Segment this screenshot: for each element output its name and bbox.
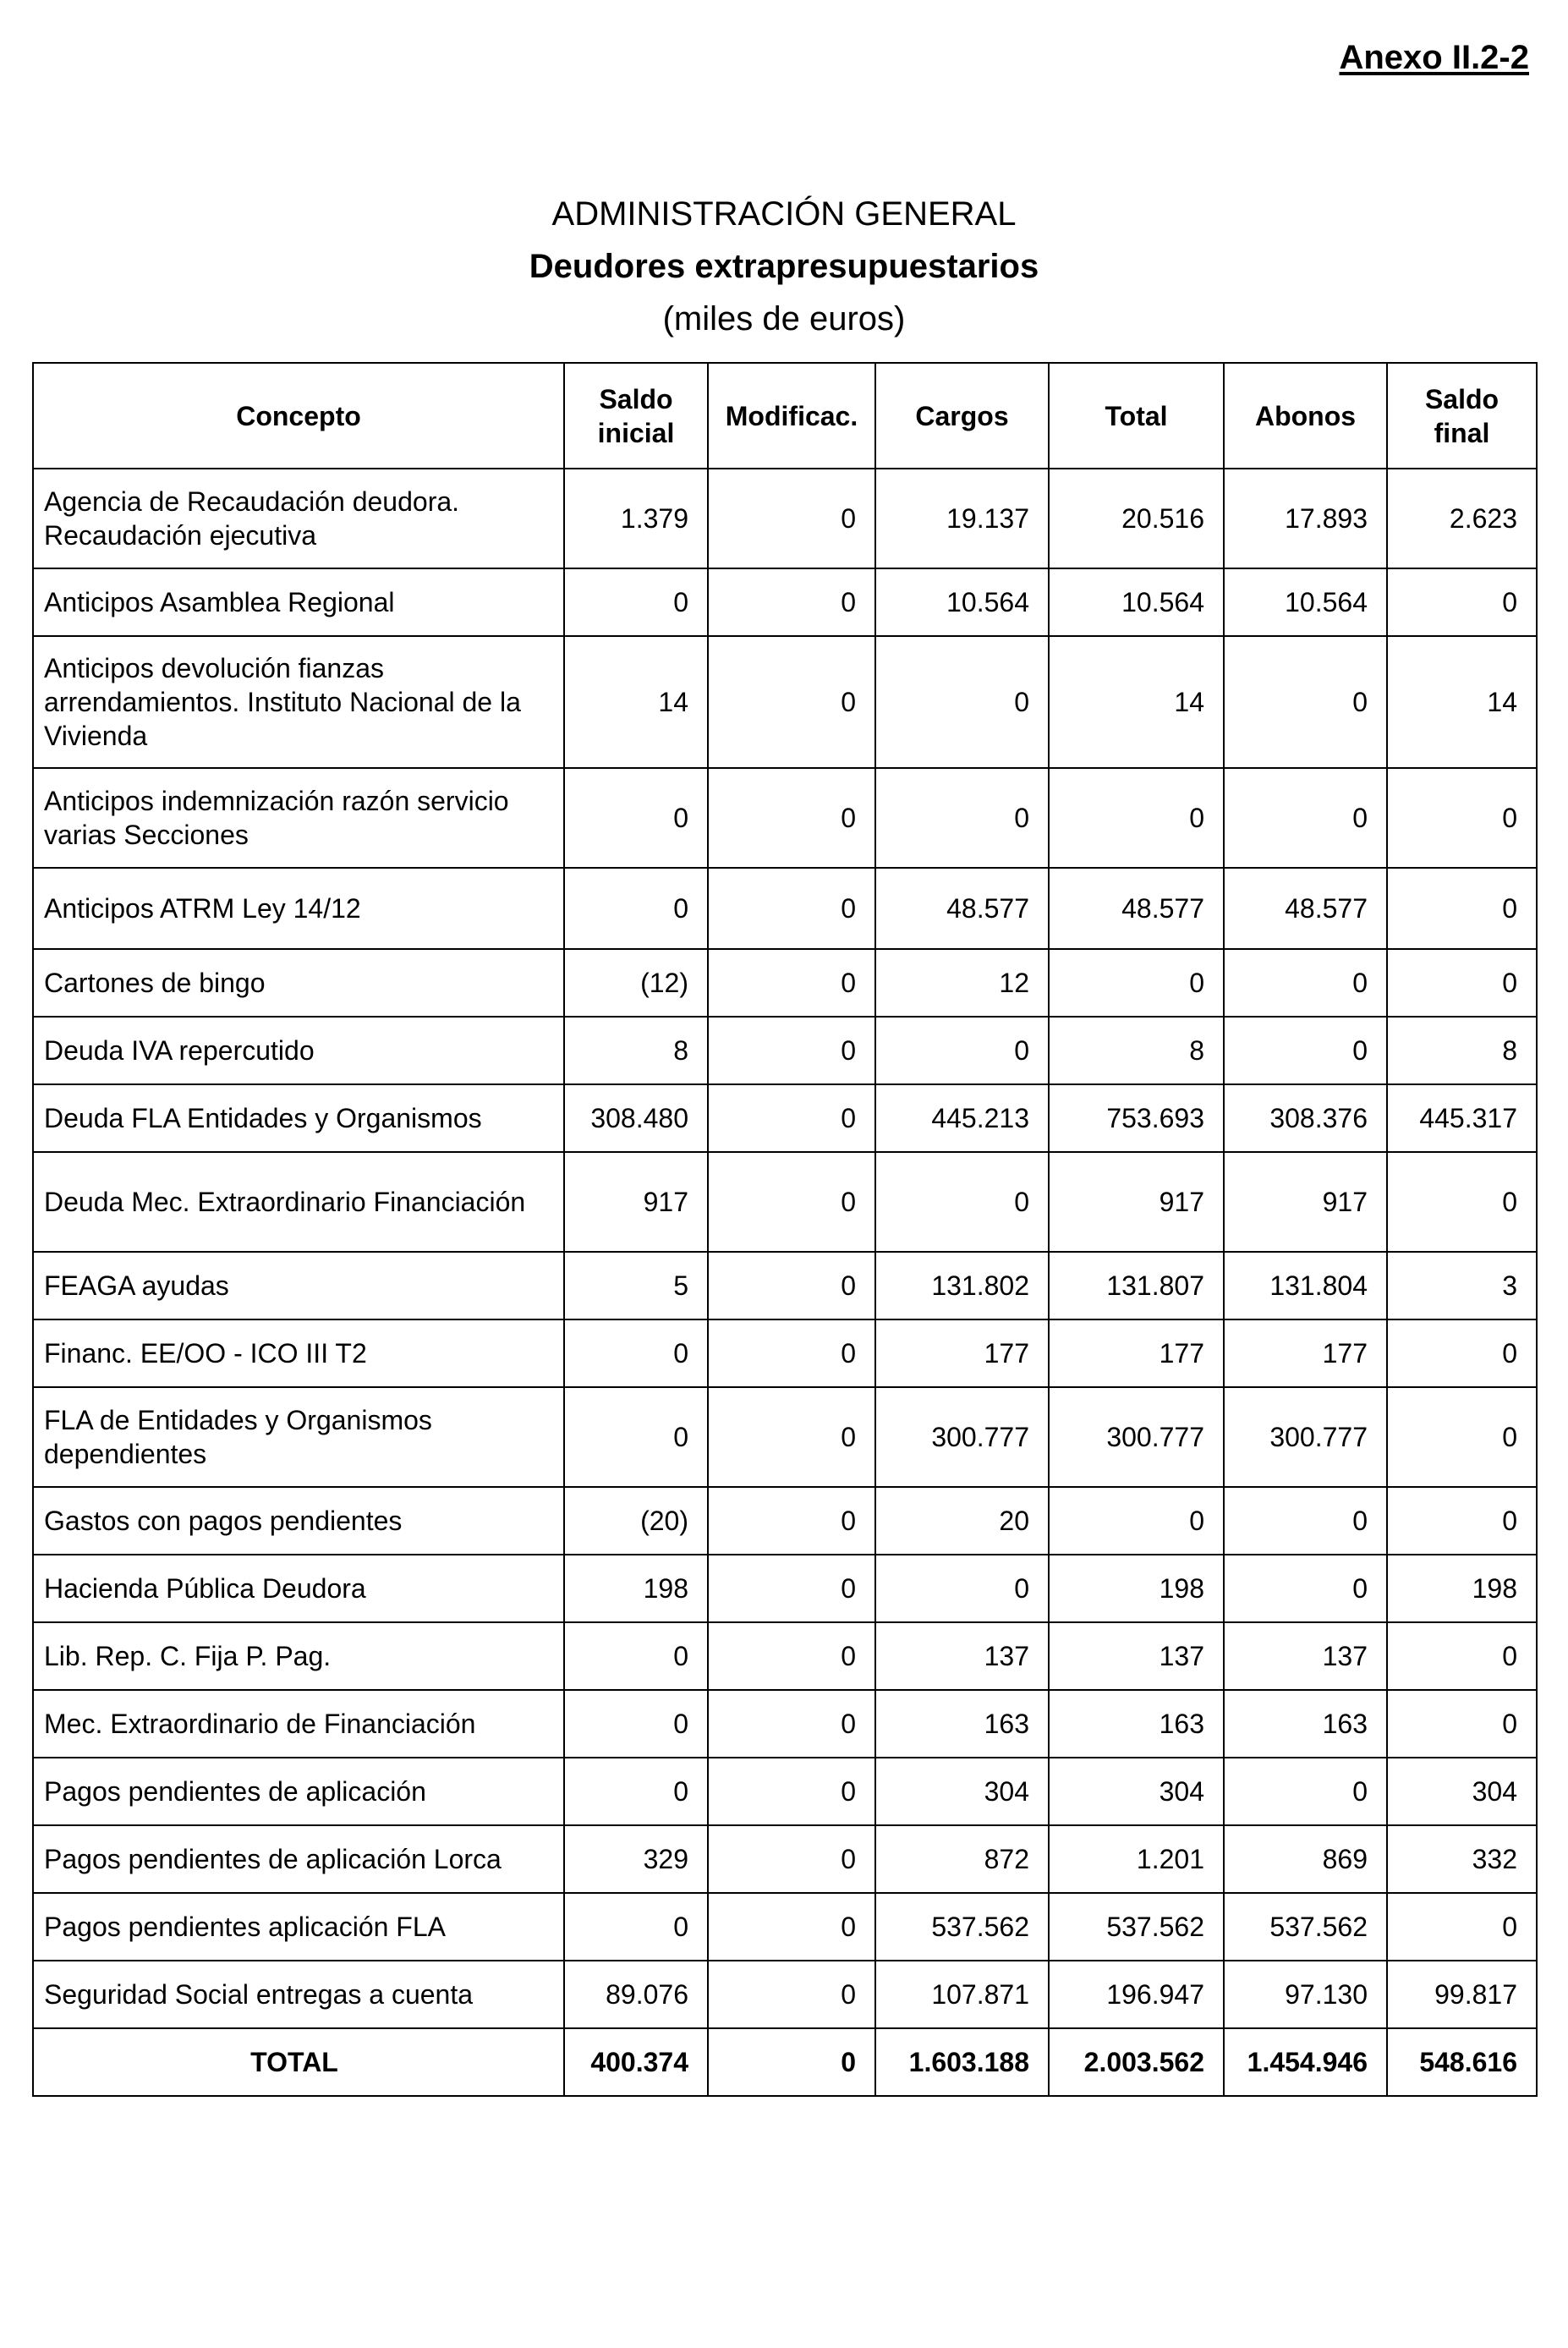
cell-abonos: 0	[1224, 636, 1387, 768]
header-concepto: Concepto	[33, 363, 564, 469]
cell-cargos: 304	[875, 1758, 1049, 1825]
cell-abonos: 308.376	[1224, 1084, 1387, 1152]
cell-cargos: 137	[875, 1622, 1049, 1690]
cell-abonos: 97.130	[1224, 1961, 1387, 2028]
cell-concepto: Pagos pendientes de aplicación	[33, 1758, 564, 1825]
table-row	[33, 1252, 1537, 1319]
cell-concepto: Financ. EE/OO - ICO III T2	[33, 1319, 564, 1387]
cell-total: 1.201	[1049, 1825, 1224, 1893]
header-row	[33, 363, 1537, 469]
cell-saldo-final: 8	[1387, 1017, 1537, 1084]
total-abonos: 1.454.946	[1224, 2028, 1387, 2096]
cell-concepto: Lib. Rep. C. Fija P. Pag.	[33, 1622, 564, 1690]
total-row	[33, 2028, 1537, 2096]
cell-saldo-inicial: 0	[564, 1758, 708, 1825]
header-saldo-inicial-line1: Saldo	[599, 383, 673, 414]
cell-abonos: 300.777	[1224, 1387, 1387, 1487]
cell-saldo-final: 198	[1387, 1555, 1537, 1622]
cell-modificac: 0	[708, 768, 875, 868]
cell-modificac: 0	[708, 949, 875, 1017]
cell-saldo-inicial: 308.480	[564, 1084, 708, 1152]
cell-cargos: 0	[875, 768, 1049, 868]
debtors-table	[32, 362, 1538, 2097]
cell-concepto: Deuda FLA Entidades y Organismos	[33, 1084, 564, 1152]
cell-saldo-inicial: 917	[564, 1152, 708, 1252]
cell-total: 196.947	[1049, 1961, 1224, 2028]
cell-saldo-final: 445.317	[1387, 1084, 1537, 1152]
cell-total: 131.807	[1049, 1252, 1224, 1319]
cell-total: 48.577	[1049, 868, 1224, 949]
header-total: Total	[1049, 363, 1224, 469]
table-row	[33, 868, 1537, 949]
cell-saldo-final: 0	[1387, 868, 1537, 949]
table-row	[33, 1758, 1537, 1825]
cell-saldo-inicial: (20)	[564, 1487, 708, 1555]
cell-saldo-final: 0	[1387, 1487, 1537, 1555]
cell-concepto: Mec. Extraordinario de Financiación	[33, 1690, 564, 1758]
cell-cargos: 537.562	[875, 1893, 1049, 1961]
cell-total: 20.516	[1049, 469, 1224, 568]
cell-saldo-final: 0	[1387, 568, 1537, 636]
cell-modificac: 0	[708, 469, 875, 568]
cell-modificac: 0	[708, 1758, 875, 1825]
cell-cargos: 300.777	[875, 1387, 1049, 1487]
cell-saldo-inicial: 14	[564, 636, 708, 768]
header-saldo-inicial	[564, 363, 708, 469]
cell-concepto: Anticipos ATRM Ley 14/12	[33, 868, 564, 949]
cell-modificac: 0	[708, 1622, 875, 1690]
cell-saldo-inicial: 0	[564, 1319, 708, 1387]
cell-concepto: Pagos pendientes de aplicación Lorca	[33, 1825, 564, 1893]
total-cargos: 1.603.188	[875, 2028, 1049, 2096]
cell-saldo-inicial: 0	[564, 568, 708, 636]
cell-cargos: 177	[875, 1319, 1049, 1387]
cell-saldo-final: 3	[1387, 1252, 1537, 1319]
cell-concepto: Cartones de bingo	[33, 949, 564, 1017]
cell-saldo-final: 0	[1387, 1622, 1537, 1690]
cell-abonos: 0	[1224, 949, 1387, 1017]
table-row	[33, 568, 1537, 636]
header-saldo-inicial-line2: inicial	[597, 417, 675, 448]
cell-abonos: 163	[1224, 1690, 1387, 1758]
document-title: ADMINISTRACIÓN GENERAL	[551, 195, 1017, 233]
cell-abonos: 537.562	[1224, 1893, 1387, 1961]
table-row	[33, 1893, 1537, 1961]
cell-modificac: 0	[708, 1319, 875, 1387]
table-row	[33, 1017, 1537, 1084]
header-modificac: Modificac.	[708, 363, 875, 469]
table-row	[33, 1487, 1537, 1555]
table-row	[33, 1387, 1537, 1487]
cell-saldo-final: 14	[1387, 636, 1537, 768]
cell-abonos: 177	[1224, 1319, 1387, 1387]
cell-total: 300.777	[1049, 1387, 1224, 1487]
table-row	[33, 949, 1537, 1017]
cell-total: 753.693	[1049, 1084, 1224, 1152]
cell-cargos: 872	[875, 1825, 1049, 1893]
cell-saldo-inicial: 5	[564, 1252, 708, 1319]
table-row	[33, 1555, 1537, 1622]
cell-saldo-final: 0	[1387, 1387, 1537, 1487]
cell-saldo-inicial: 0	[564, 1387, 708, 1487]
cell-abonos: 131.804	[1224, 1252, 1387, 1319]
cell-cargos: 131.802	[875, 1252, 1049, 1319]
cell-concepto: FEAGA ayudas	[33, 1252, 564, 1319]
cell-abonos: 10.564	[1224, 568, 1387, 636]
cell-cargos: 12	[875, 949, 1049, 1017]
cell-cargos: 19.137	[875, 469, 1049, 568]
cell-saldo-final: 0	[1387, 1893, 1537, 1961]
cell-saldo-final: 99.817	[1387, 1961, 1537, 2028]
cell-modificac: 0	[708, 1893, 875, 1961]
cell-saldo-inicial: 198	[564, 1555, 708, 1622]
title-block	[0, 188, 1568, 345]
table-row	[33, 1690, 1537, 1758]
table-row	[33, 1084, 1537, 1152]
total-label: TOTAL	[33, 2028, 564, 2096]
cell-modificac: 0	[708, 1825, 875, 1893]
cell-total: 8	[1049, 1017, 1224, 1084]
cell-total: 163	[1049, 1690, 1224, 1758]
cell-abonos: 0	[1224, 1487, 1387, 1555]
cell-abonos: 0	[1224, 1017, 1387, 1084]
cell-saldo-final: 0	[1387, 1152, 1537, 1252]
cell-concepto: Deuda IVA repercutido	[33, 1017, 564, 1084]
cell-cargos: 107.871	[875, 1961, 1049, 2028]
cell-total: 10.564	[1049, 568, 1224, 636]
cell-abonos: 137	[1224, 1622, 1387, 1690]
total-total: 2.003.562	[1049, 2028, 1224, 2096]
cell-modificac: 0	[708, 1487, 875, 1555]
cell-cargos: 445.213	[875, 1084, 1049, 1152]
table-row	[33, 636, 1537, 768]
cell-concepto: FLA de Entidades y Organismos dependientes	[33, 1387, 564, 1487]
units-label: (miles de euros)	[662, 300, 906, 337]
cell-concepto: Anticipos indemnización razón servicio varias Secciones	[33, 768, 564, 868]
table-row	[33, 1622, 1537, 1690]
cell-cargos: 10.564	[875, 568, 1049, 636]
cell-modificac: 0	[708, 1690, 875, 1758]
cell-modificac: 0	[708, 1017, 875, 1084]
cell-modificac: 0	[708, 1152, 875, 1252]
cell-abonos: 917	[1224, 1152, 1387, 1252]
cell-saldo-inicial: (12)	[564, 949, 708, 1017]
cell-modificac: 0	[708, 1084, 875, 1152]
cell-total: 14	[1049, 636, 1224, 768]
cell-modificac: 0	[708, 636, 875, 768]
total-saldo-final: 548.616	[1387, 2028, 1537, 2096]
cell-concepto: Gastos con pagos pendientes	[33, 1487, 564, 1555]
cell-modificac: 0	[708, 1252, 875, 1319]
cell-modificac: 0	[708, 1555, 875, 1622]
header-saldo-final-line1: Saldo	[1424, 383, 1499, 414]
cell-saldo-inicial: 329	[564, 1825, 708, 1893]
cell-saldo-final: 0	[1387, 1690, 1537, 1758]
cell-saldo-inicial: 0	[564, 1622, 708, 1690]
cell-abonos: 0	[1224, 768, 1387, 868]
total-modificac: 0	[708, 2028, 875, 2096]
header-saldo-final-line2: final	[1434, 417, 1490, 448]
cell-concepto: Anticipos Asamblea Regional	[33, 568, 564, 636]
cell-concepto: Agencia de Recaudación deudora. Recaudación ejecutiva	[33, 469, 564, 568]
cell-total: 0	[1049, 949, 1224, 1017]
cell-cargos: 0	[875, 1555, 1049, 1622]
cell-concepto: Seguridad Social entregas a cuenta	[33, 1961, 564, 2028]
cell-cargos: 163	[875, 1690, 1049, 1758]
cell-total: 198	[1049, 1555, 1224, 1622]
cell-abonos: 0	[1224, 1555, 1387, 1622]
cell-abonos: 17.893	[1224, 469, 1387, 568]
cell-cargos: 0	[875, 1017, 1049, 1084]
cell-total: 537.562	[1049, 1893, 1224, 1961]
cell-abonos: 48.577	[1224, 868, 1387, 949]
cell-saldo-inicial: 89.076	[564, 1961, 708, 2028]
cell-saldo-inicial: 1.379	[564, 469, 708, 568]
header-saldo-final	[1387, 363, 1537, 469]
cell-saldo-final: 0	[1387, 949, 1537, 1017]
cell-concepto: Anticipos devolución fianzas arrendamientos. Instituto Nacional de la Vivienda	[33, 636, 564, 768]
cell-total: 0	[1049, 1487, 1224, 1555]
cell-concepto: Hacienda Pública Deudora	[33, 1555, 564, 1622]
cell-abonos: 0	[1224, 1758, 1387, 1825]
header-abonos: Abonos	[1224, 363, 1387, 469]
cell-saldo-inicial: 0	[564, 1893, 708, 1961]
cell-cargos: 20	[875, 1487, 1049, 1555]
table-row	[33, 1961, 1537, 2028]
document-subtitle: Deudores extrapresupuestarios	[529, 248, 1039, 285]
cell-saldo-final: 0	[1387, 768, 1537, 868]
table-row	[33, 768, 1537, 868]
cell-abonos: 869	[1224, 1825, 1387, 1893]
cell-concepto: Deuda Mec. Extraordinario Financiación	[33, 1152, 564, 1252]
cell-saldo-inicial: 0	[564, 868, 708, 949]
cell-total: 137	[1049, 1622, 1224, 1690]
cell-cargos: 0	[875, 636, 1049, 768]
cell-saldo-final: 332	[1387, 1825, 1537, 1893]
cell-total: 177	[1049, 1319, 1224, 1387]
cell-cargos: 48.577	[875, 868, 1049, 949]
cell-saldo-final: 304	[1387, 1758, 1537, 1825]
cell-modificac: 0	[708, 868, 875, 949]
total-saldo-inicial: 400.374	[564, 2028, 708, 2096]
header-cargos: Cargos	[875, 363, 1049, 469]
table-row	[33, 1152, 1537, 1252]
table-row	[33, 1825, 1537, 1893]
cell-total: 304	[1049, 1758, 1224, 1825]
cell-saldo-inicial: 0	[564, 768, 708, 868]
cell-saldo-inicial: 8	[564, 1017, 708, 1084]
cell-modificac: 0	[708, 1961, 875, 2028]
cell-total: 917	[1049, 1152, 1224, 1252]
table-row	[33, 1319, 1537, 1387]
cell-saldo-inicial: 0	[564, 1690, 708, 1758]
cell-total: 0	[1049, 768, 1224, 868]
table-row	[33, 469, 1537, 568]
cell-modificac: 0	[708, 568, 875, 636]
cell-saldo-final: 0	[1387, 1319, 1537, 1387]
cell-modificac: 0	[708, 1387, 875, 1487]
cell-concepto: Pagos pendientes aplicación FLA	[33, 1893, 564, 1961]
cell-cargos: 0	[875, 1152, 1049, 1252]
annex-label: Anexo II.2-2	[1339, 39, 1529, 76]
cell-saldo-final: 2.623	[1387, 469, 1537, 568]
